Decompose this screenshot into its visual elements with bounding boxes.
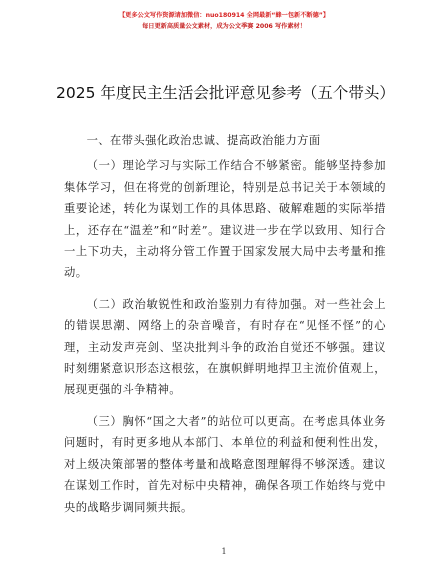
paragraph-1: （一）理论学习与实际工作结合不够紧密。能够坚持参加集体学习，但在将党的创新理论，特别是总书记关于本领域的重要论述，转化为谋划工作的具体思路、破解难题的实际举措上，还存在“温差”和“时差”。建议进一步在学以致用、知行合一上下功夫，主动将分管工作置于国家发展大局中去考量和推动。 [64,159,386,280]
paragraph-2: （二）政治敏锐性和政治鉴别力有待加强。对一些社会上的错误思潮、网络上的杂音噪音，有时存在“见怪不怪”的心理，主动发声亮剑、坚决批判斗争的政治自觉还不够强。建议时刻绷紧意识形态这根弦，在旗帜鲜明地捍卫主流价值观上，展现更强的斗争精神。 [64,297,386,397]
promo-banner-line-2: 每日更新高质量公文素材，成为公文季赛 2006 写作素材！ [142,23,306,30]
document-title: 2025 年度民主生活会批评意见参考（五个带头） [56,84,395,102]
document-body [64,130,386,528]
promo-banner [0,10,448,32]
promo-banner-line-1: 【更多公文写作资源请加微信：nuo180914 全网最新“蜂一包新不断德”】 [118,12,330,19]
paragraph-3: （三）胸怀“国之大者”的站位可以更高。在考虑具体业务问题时，有时更多地从本部门、本单位的利益和便利性出发，对上级决策部署的整体考量和战略意图理解得不够深透。建议在谋划工作时，首先对标中央精神，确保各项工作始终与党中央的战略步调同频共振。 [64,414,386,514]
page-number: 1 [221,547,227,556]
section-heading: 一、在带头强化政治忠诚、提高政治能力方面 [86,134,321,147]
